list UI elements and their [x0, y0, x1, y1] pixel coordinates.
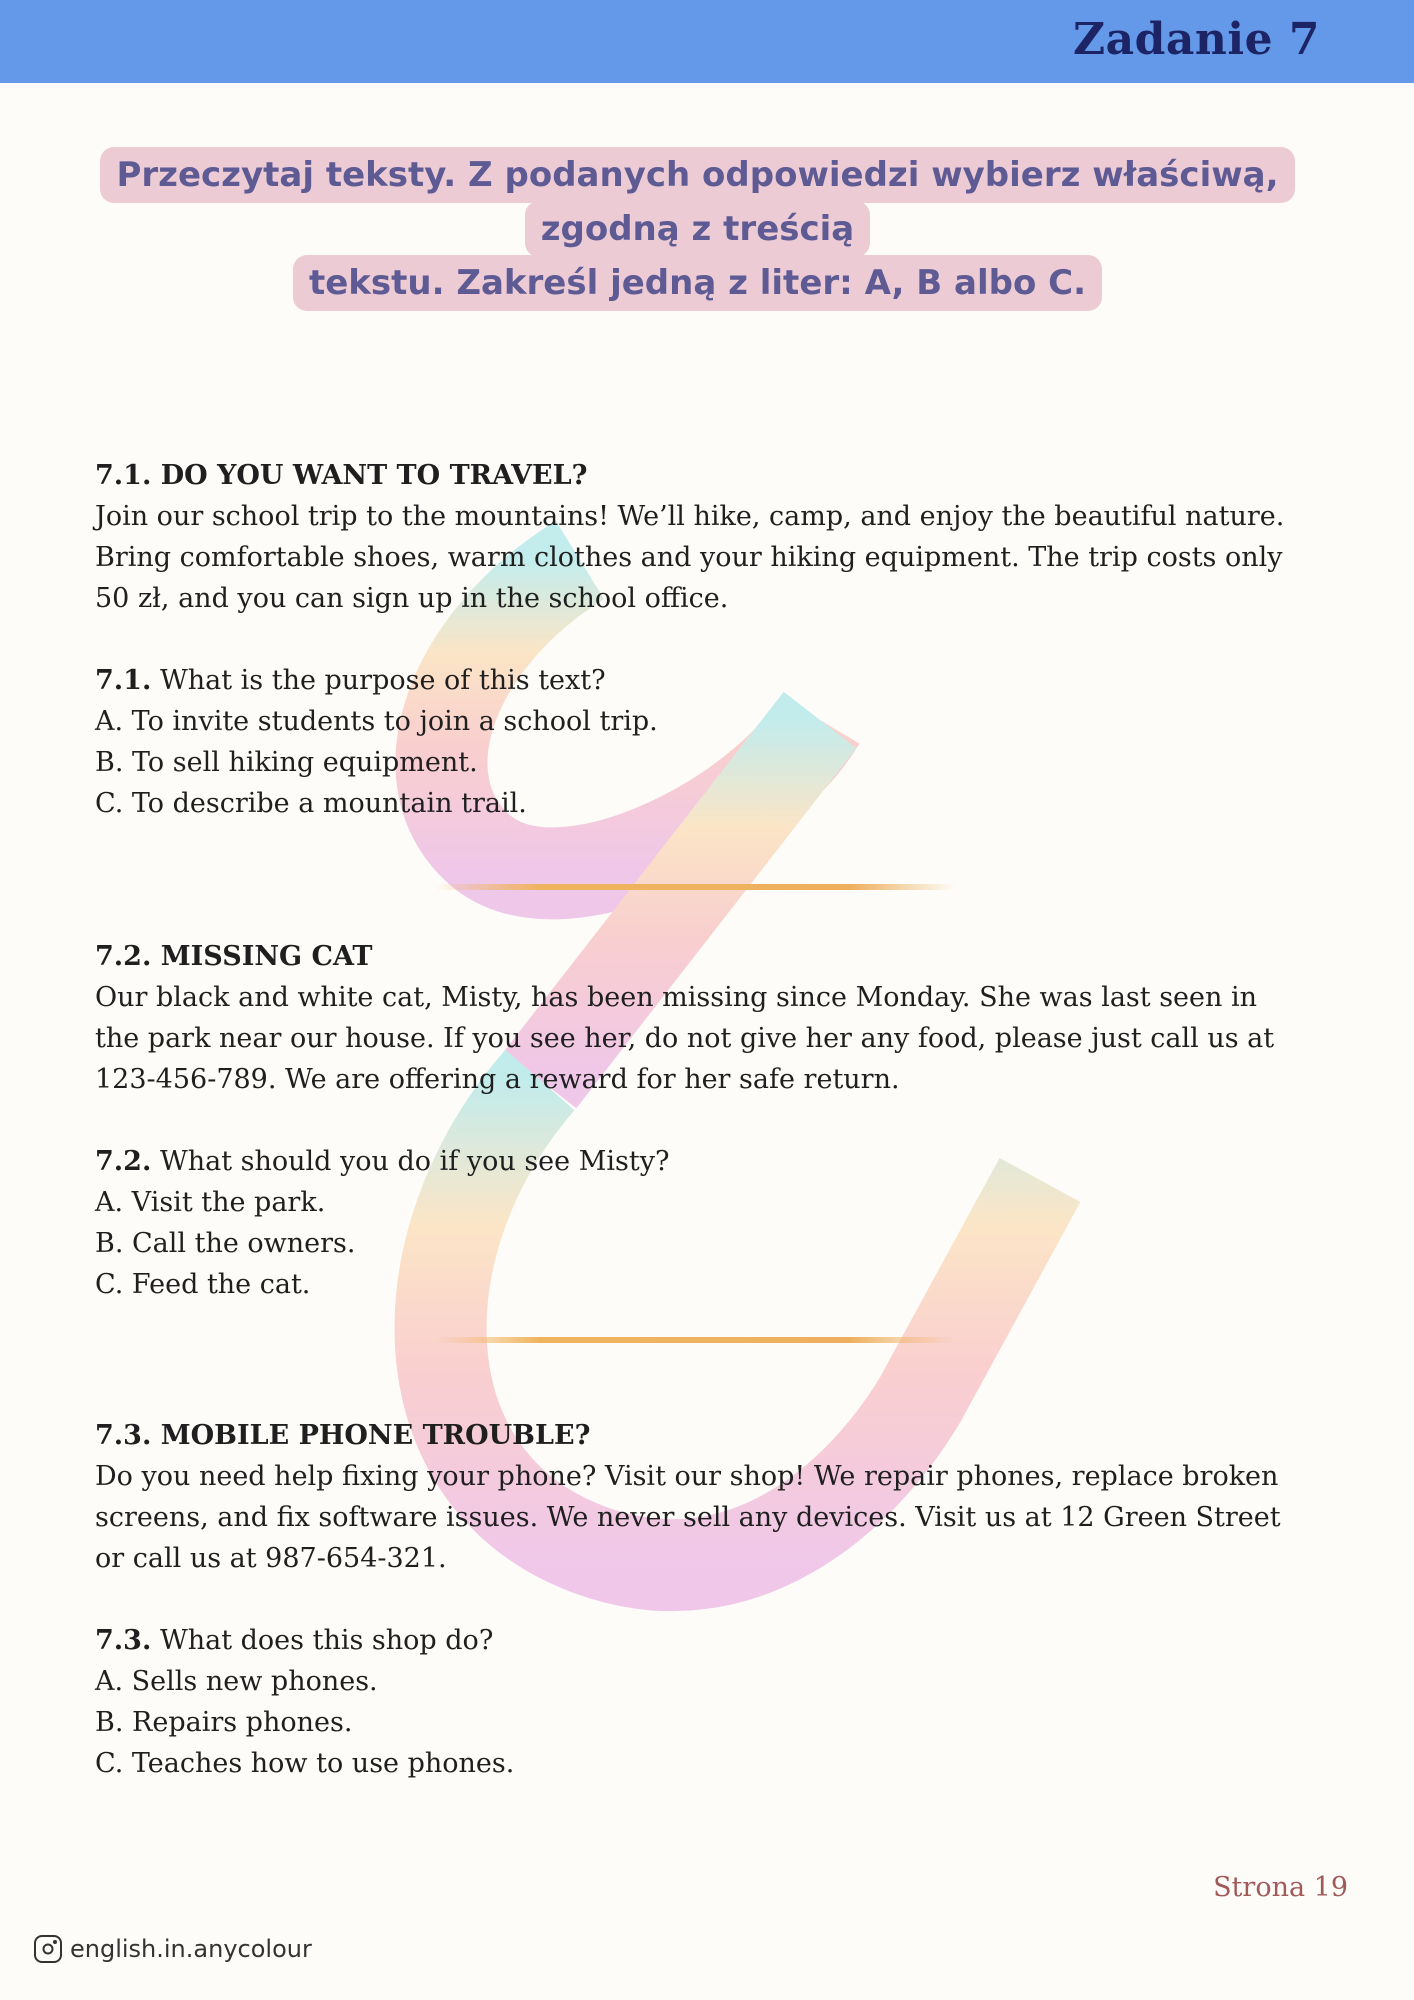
option-b[interactable]: B. Repairs phones.	[95, 1707, 353, 1738]
option-c[interactable]: C. Teaches how to use phones.	[95, 1748, 515, 1779]
page-number: Strona 19	[1213, 1872, 1348, 1903]
section-text: Our black and white cat, Misty, has been missing since Monday. She was last seen in the park near our house. If you see her, do not give her any food, please just call us at 123-456-789. We are offering a reward for her safe return.	[95, 982, 1275, 1095]
option-a[interactable]: A. To invite students to join a school trip.	[95, 706, 658, 737]
question	[95, 1141, 1295, 1182]
instruction-text	[100, 147, 1294, 311]
option-c[interactable]: C. Feed the cat.	[95, 1269, 311, 1300]
option-c[interactable]: C. To describe a mountain trail.	[95, 788, 527, 819]
instagram-icon	[34, 1935, 62, 1963]
section-7-2	[95, 936, 1295, 1305]
content	[95, 455, 1295, 1784]
divider	[435, 1337, 955, 1343]
question-number: 7.3.	[95, 1625, 152, 1656]
footer	[34, 1935, 312, 1963]
option-b[interactable]: B. Call the owners.	[95, 1228, 356, 1259]
question-text: What should you do if you see Misty?	[159, 1146, 670, 1177]
instruction-box	[60, 148, 1335, 310]
instruction-line-2: tekstu. Zakreśl jedną z liter: A, B albo C.	[308, 263, 1087, 303]
section-7-1	[95, 455, 1295, 824]
divider	[435, 884, 955, 890]
section-7-3	[95, 1415, 1295, 1784]
section-text: Do you need help fixing your phone? Visit our shop! We repair phones, replace broken screens, and fix software issues. We never sell any devices. Visit us at 12 Green Street or call us at 987-654-321.	[95, 1461, 1281, 1574]
question	[95, 660, 1295, 701]
question	[95, 1620, 1295, 1661]
option-b[interactable]: B. To sell hiking equipment.	[95, 747, 478, 778]
question-number: 7.1.	[95, 665, 152, 696]
question-text: What is the purpose of this text?	[159, 665, 606, 696]
option-a[interactable]: A. Visit the park.	[95, 1187, 326, 1218]
section-text: Join our school trip to the mountains! We’ll hike, camp, and enjoy the beautiful nature. Bring comfortable shoes, warm clothes and your hiking equipment. The trip costs only 50 zł, and you can sign up in the school office.	[95, 501, 1285, 614]
question-number: 7.2.	[95, 1146, 152, 1177]
section-heading: 7.3. MOBILE PHONE TROUBLE?	[95, 1420, 591, 1451]
section-heading: 7.1. DO YOU WANT TO TRAVEL?	[95, 460, 588, 491]
section-heading: 7.2. MISSING CAT	[95, 941, 373, 972]
instruction-line-1: Przeczytaj teksty. Z podanych odpowiedzi wybierz właściwą, zgodną z treścią	[116, 155, 1279, 249]
question-text: What does this shop do?	[159, 1625, 494, 1656]
option-a[interactable]: A. Sells new phones.	[95, 1666, 378, 1697]
instagram-handle[interactable]: english.in.anycolour	[70, 1935, 312, 1963]
header-bar	[0, 0, 1414, 83]
page-title: Zadanie 7	[1072, 14, 1320, 65]
